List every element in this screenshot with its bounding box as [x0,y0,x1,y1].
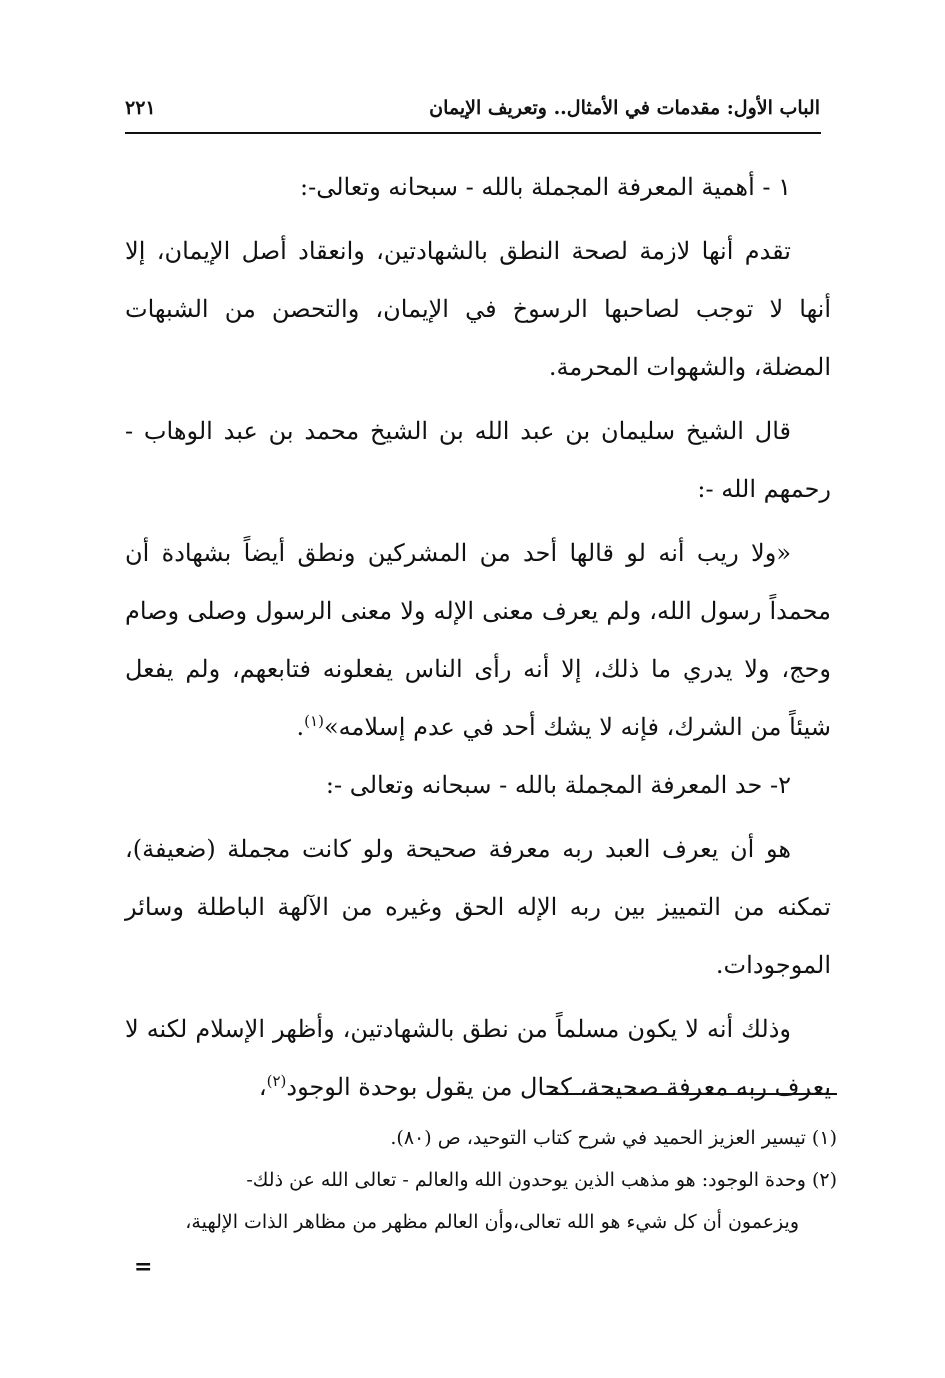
quotation-end: . [296,713,305,741]
running-head [125,90,820,126]
footnotes [125,1117,837,1243]
footnote-separator [545,1093,837,1095]
continuation-mark: = [134,1254,153,1280]
section-heading-1: ١ - أهمية المعرفة المجملة بالله - سبحانه وتعالى-: [300,173,791,201]
footnote-1: (١) تيسير العزيز الحميد في شرح كتاب التوحيد، ص (٨٠). [390,1127,837,1149]
paragraph-3: هو أن يعرف العبد ربه معرفة صحيحة ولو كانت مجملة (ضعيفة)، تمكنه من التمييز بين ربه الإله الحق وغيره من الآلهة الباطلة وسائر الموجودات. [125,835,831,979]
footnote-2: (٢) وحدة الوجود: هو مذهب الذين يوحدون الله والعالم - تعالى الله عن ذلك- [246,1169,837,1191]
running-head-title: الباب الأول: مقدمات في الأمثال.. وتعريف الإيمان [429,97,820,119]
footnote-marker-1: (١) [304,712,324,730]
paragraph-4 [125,1000,831,1116]
footnote-marker-2: (٢) [266,1072,287,1090]
section-heading-2: ٢- حد المعرفة المجملة بالله - سبحانه وتعالى -: [325,771,791,799]
paragraph-4-text: وذلك أنه لا يكون مسلماً من نطق بالشهادتين، وأظهر الإسلام لكنه لا يعرف ربه معرفة صحيحة، كحال من يقول بوحدة الوجود [125,1015,831,1101]
paragraph-2: قال الشيخ سليمان بن عبد الله بن الشيخ محمد بن عبد الوهاب - رحمهم الله -: [125,417,831,503]
paragraph-1: تقدم أنها لازمة لصحة النطق بالشهادتين، وانعقاد أصل الإيمان، إلا أنها لا توجب لصاحبها الرسوخ في الإيمان، والتحصن من الشبهات المضلة، والشهوات المحرمة. [125,237,831,381]
body-text [125,158,831,1116]
paragraph-4-end: ، [258,1073,267,1101]
header-rule [125,132,821,134]
quotation-text: «ولا ريب أنه لو قالها أحد من المشركين ونطق أيضاً بشهادة أن محمداً رسول الله، ولم يعرف معنى الإله ولا معنى الرسول وصلى وصام وحج، ولا يدري ما ذلك، إلا أنه رأى الناس يفعلونه فتابعهم، ولم يفعل شيئاً من الشرك، فإنه لا يشك أحد في عدم إسلامه» [125,539,831,741]
footnote-2-continued: ويزعمون أن كل شيء هو الله تعالى،وأن العالم مظهر من مظاهر الذات الإلهية، [185,1211,799,1233]
quotation [125,524,831,756]
page-number: ٢٢١ [125,97,156,119]
